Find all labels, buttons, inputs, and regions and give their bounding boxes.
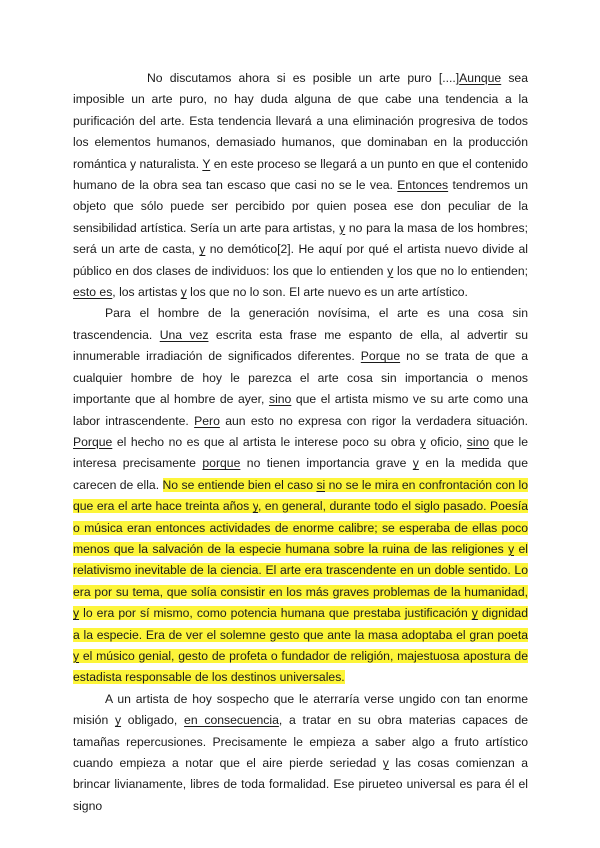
text-run: las cosas comienzan a brincar livianamente, libres de toda formalidad. Ese pirueteo universal es para él el signo (73, 756, 528, 813)
highlighted-text: dignidad a la especie. Era de ver el solemne gesto que ante la masa adoptaba el gran poeta (73, 606, 528, 642)
underlined-word: y (471, 606, 478, 621)
underlined-word: y (412, 456, 419, 471)
underlined-word: sino (466, 434, 490, 449)
text-run: no para la masa de los hombres; será un arte de casta, (73, 220, 528, 257)
underlined-word: y (508, 541, 515, 556)
underlined-word: y (73, 606, 80, 621)
highlighted-text: No se entiende bien el caso (162, 477, 317, 492)
text-run: que le interesa precisamente (73, 434, 528, 471)
highlighted-text: , en general, durante todo el siglo pasado. Poesía o música eran entonces actividades de enorme calibre; se esperaba de ellas poco menos que la salvación de la especie humana sobre la ruina de las religiones (73, 499, 528, 556)
underlined-word: Una vez (159, 327, 209, 342)
underlined-word: Pero (194, 413, 220, 428)
underlined-word: Aunque (459, 71, 502, 85)
paragraph (73, 68, 528, 303)
text-run: , a tratar en su obra materias capaces de tamañas repercusiones. Precisamente le empieza a saber algo a fruto artístico cuando empieza a notar que el aire pierde seriedad (73, 713, 528, 770)
highlighted-text: el músico genial, gesto de profeta o fundador de religión, majestuosa apostura de estadista responsable de los destinos universales. (73, 648, 528, 685)
text-run: A un artista de hoy sospecho que le aterraría verse ungido con tan enorme misión (73, 691, 528, 728)
underlined-word: Entonces (397, 178, 449, 193)
text-run: sea imposible un arte puro, no hay duda alguna de que cabe una tendencia a la purificación del arte. Esta tendencia llevará a una eliminación progresiva de todos los elementos humanos, demasiado humanos, que dominaban en la producción romántica y naturalista. (73, 71, 528, 171)
document-body (73, 68, 528, 817)
underlined-word: Porque (360, 349, 401, 364)
text-run: escrita esta frase me espanto de ella, al advertir su innumerable irradiación de significados diferentes. (73, 327, 528, 364)
underlined-word: y (199, 242, 206, 257)
text-run: aun esto no expresa con rigor la verdadera situación. (219, 413, 528, 428)
underlined-word: si (316, 477, 326, 492)
paragraph (73, 689, 528, 817)
underlined-word: Y (202, 156, 211, 171)
highlighted-text: no se le mira en confrontación con lo que era el arte hace treinta años (73, 477, 528, 514)
text-run: obligado, (121, 713, 185, 728)
underlined-word: sino (268, 392, 292, 407)
underlined-word: porque (202, 456, 241, 471)
text-run: oficio, (425, 434, 467, 449)
highlighted-text: el relativismo inevitable de la ciencia. El arte era trascendente en un doble sentido. Lo era por su tema, que solía consistir en los más graves problemas de la humanidad, (73, 541, 528, 599)
text-run: no se trata de que a cualquier hombre de hoy le parezca el arte cosa sin importancia o menos importante que al hombre de ayer, (73, 349, 529, 407)
paragraph (73, 303, 528, 688)
text-run: , los artistas (112, 285, 181, 300)
underlined-word: y (382, 756, 389, 770)
text-run: que el artista mismo ve su arte como una labor intrascendente. (73, 392, 528, 428)
text-run: los que no lo son. El arte nuevo es un arte artístico. (186, 285, 468, 300)
text-run: en este proceso se llegará a un punto en que el contenido humano de la obra sea tan escaso que casi no se le vea. (73, 156, 528, 193)
highlighted-text: lo era por sí mismo, como potencia humana que prestaba justificación (79, 606, 472, 621)
underlined-word: y (339, 220, 346, 235)
text-run: en la medida que carecen de ella. (73, 456, 528, 492)
text-run: no tienen importancia grave (240, 456, 413, 471)
text-run: no demótico[2]. He aquí por qué el artista nuevo divide al público en dos clases de individuos: los que lo entienden (73, 242, 528, 278)
underlined-word: y (73, 648, 80, 663)
text-run: tendremos un objeto que sólo puede ser percibido por quien posea ese don peculiar de la sensibilidad artística. Sería un arte para artistas, (73, 178, 528, 235)
underlined-word: esto es (73, 285, 113, 300)
underlined-word: Porque (73, 434, 113, 449)
underlined-word: y (387, 263, 394, 278)
text-run: Para el hombre de la generación novísima, el arte es una cosa sin trascendencia. (73, 306, 528, 342)
underlined-word: en consecuencia (184, 713, 279, 728)
underlined-word: y (419, 434, 426, 449)
text-run: el hecho no es que al artista le interese poco su obra (112, 434, 420, 449)
underlined-word: y (252, 499, 258, 514)
underlined-word: y (180, 285, 187, 300)
text-run: los que no lo entienden; (393, 263, 528, 278)
underlined-word: y (114, 713, 122, 728)
text-run: No discutamos ahora si es posible un arte puro [....] (147, 71, 460, 85)
